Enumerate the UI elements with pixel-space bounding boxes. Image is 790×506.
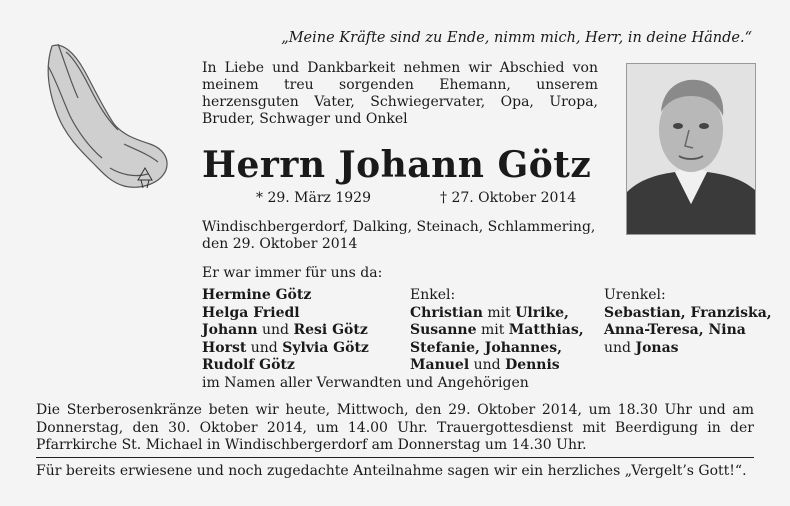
list-item bbox=[410, 357, 600, 375]
list-item-text: Matthias, bbox=[508, 322, 584, 338]
birth-date: * 29. März 1929 bbox=[256, 190, 371, 206]
divider bbox=[36, 457, 754, 458]
list-item bbox=[202, 357, 402, 375]
intro-text: In Liebe und Dankbarkeit nehmen wir Abschied von meinem treu sorgenden Ehemann, unserem herzensguten Vater, Schwiegervater, Opa, Uropa, Bruder, Schwager und Onkel bbox=[202, 60, 598, 127]
list-item bbox=[202, 287, 402, 305]
list-item-text: Resi Götz bbox=[293, 322, 368, 338]
always-there-label: Er war immer für uns da: bbox=[202, 265, 383, 281]
funeral-details: Die Sterberosenkränze beten wir heute, Mittwoch, den 29. Oktober 2014, um 18.30 Uhr und am Donnerstag, den 30. Oktober 2014, um 14.00 Uhr. Trauergottesdienst mit Beerdigung in der Pfarrkirche St. Michael in Windischbergerdorf am Donnerstag um 14.30 Uhr. bbox=[36, 402, 754, 454]
list-item-text: und bbox=[604, 339, 636, 356]
list-item-text: Sebastian, Franziska, bbox=[604, 304, 772, 321]
list-item bbox=[604, 305, 784, 323]
list-item-text: Helga Friedl bbox=[202, 304, 300, 321]
list-item bbox=[604, 340, 784, 358]
list-item bbox=[410, 340, 600, 358]
list-item-text: und bbox=[257, 322, 294, 338]
list-item-text: Stefanie, Johannes, bbox=[410, 339, 562, 356]
list-item-text: Hermine Götz bbox=[202, 287, 312, 303]
list-item-text: Enkel: bbox=[410, 287, 456, 303]
list-item bbox=[604, 322, 784, 340]
list-item bbox=[410, 287, 600, 305]
place-and-date: Windischbergerdorf, Dalking, Steinach, Schlammering, den 29. Oktober 2014 bbox=[202, 219, 596, 252]
list-item-text: Rudolf Götz bbox=[202, 357, 295, 373]
list-item bbox=[604, 287, 784, 305]
grandchildren-list bbox=[410, 287, 600, 375]
relatives-line: im Namen aller Verwandten und Angehörigen bbox=[202, 375, 529, 391]
list-item-text: Manuel bbox=[410, 357, 470, 373]
list-item bbox=[410, 322, 600, 340]
list-item-text: Urenkel: bbox=[604, 287, 666, 303]
death-date: † 27. Oktober 2014 bbox=[440, 190, 577, 206]
list-item bbox=[202, 305, 402, 323]
list-item-text: Johann bbox=[202, 322, 258, 338]
list-item-text: Ulrike, bbox=[515, 304, 569, 321]
list-item-text: Horst bbox=[202, 339, 247, 356]
praying-hands-icon bbox=[40, 40, 172, 196]
quote: „Meine Kräfte sind zu Ende, nimm mich, Herr, in deine Hände.“ bbox=[281, 30, 752, 46]
list-item-text: mit bbox=[482, 304, 516, 321]
deceased-name: Herrn Johann Götz bbox=[202, 144, 592, 186]
list-item-text: Jonas bbox=[635, 339, 679, 356]
list-item-text: mit bbox=[476, 322, 509, 338]
list-item bbox=[202, 322, 402, 340]
great-grandchildren-list bbox=[604, 287, 784, 357]
list-item bbox=[410, 305, 600, 323]
list-item-text: Anna-Teresa, Nina bbox=[604, 322, 746, 338]
list-item-text: und bbox=[469, 357, 506, 373]
thanks-line: Für bereits erwiesene und noch zugedachte Anteilnahme sagen wir ein herzliches „Vergelt’s Gott!“. bbox=[36, 463, 747, 479]
list-item-text: Dennis bbox=[505, 357, 560, 373]
list-item-text: Christian bbox=[410, 304, 483, 321]
list-item bbox=[202, 340, 402, 358]
children-list bbox=[202, 287, 402, 375]
list-item-text: und bbox=[246, 339, 283, 356]
list-item-text: Susanne bbox=[410, 322, 477, 338]
portrait-photo bbox=[626, 63, 756, 235]
list-item-text: Sylvia Götz bbox=[282, 339, 369, 356]
